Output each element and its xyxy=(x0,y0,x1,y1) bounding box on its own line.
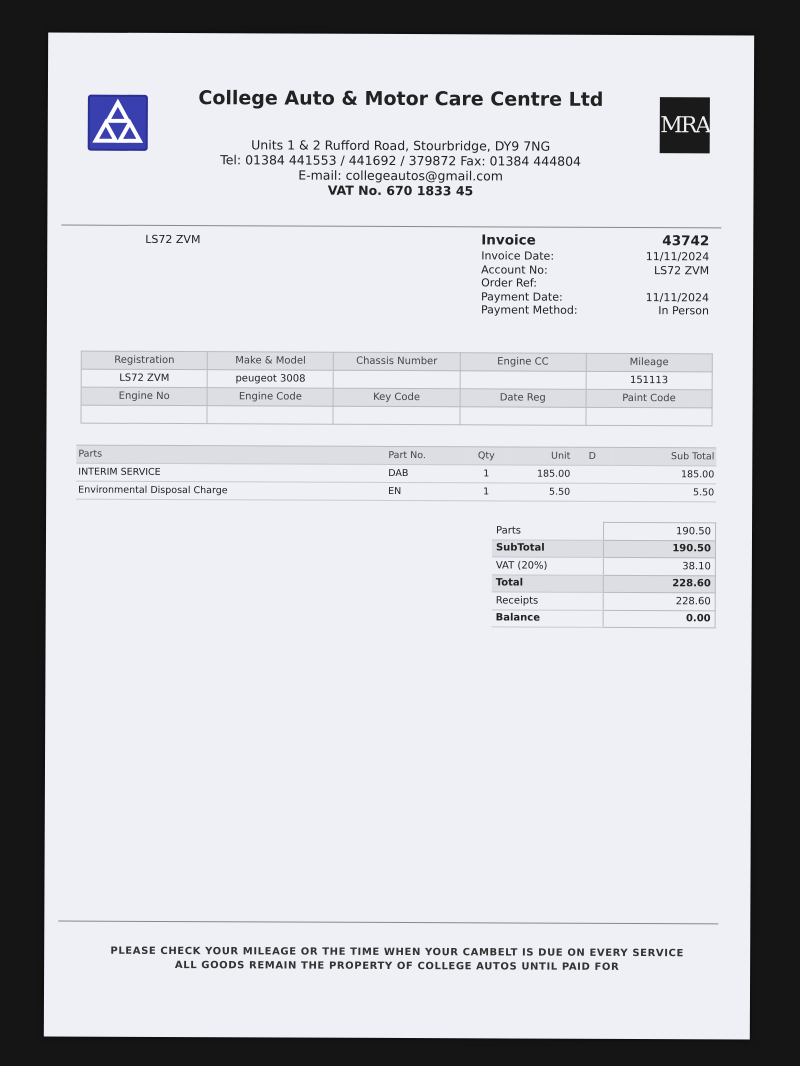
footer-notice-mileage: PLEASE CHECK YOUR MILEAGE OR THE TIME WHEN YOUR CAMBELT IS DUE ON EVERY SERVICE xyxy=(110,945,684,960)
part-number: DAB xyxy=(386,464,466,482)
vehicle-label: Engine No xyxy=(81,387,207,406)
totals-label: SubTotal xyxy=(492,539,604,557)
vehicle-value: peugeot 3008 xyxy=(207,370,333,389)
part-description: Environmental Disposal Charge xyxy=(76,481,386,500)
detail-value: 11/11/2024 xyxy=(645,250,710,264)
totals-label: Parts xyxy=(492,522,604,540)
vehicle-label: Mileage xyxy=(586,353,712,372)
part-subtotal: 5.50 xyxy=(612,483,716,501)
detail-label: Account No: xyxy=(481,262,548,277)
invoice-number: 43742 xyxy=(662,233,710,250)
totals-value: 190.50 xyxy=(603,522,715,540)
mra-logo: MRA xyxy=(660,97,710,153)
part-unit: 5.50 xyxy=(506,483,572,501)
part-description: INTERIM SERVICE xyxy=(76,463,386,482)
header-divider xyxy=(61,225,721,229)
vehicle-value: LS72 ZVM xyxy=(81,369,207,388)
totals-value: 190.50 xyxy=(603,540,715,558)
footer-divider xyxy=(58,921,718,925)
detail-value: In Person xyxy=(658,304,710,318)
parts-header: Sub Total xyxy=(612,447,716,465)
vehicle-label: Engine CC xyxy=(460,353,586,372)
totals-label: Total xyxy=(492,574,604,592)
totals-row-balance xyxy=(492,609,716,627)
vehicle-value xyxy=(333,406,459,425)
vehicle-value xyxy=(81,405,207,424)
detail-value: LS72 ZVM xyxy=(653,263,710,277)
vehicle-value xyxy=(460,407,586,426)
totals-row-total xyxy=(492,574,716,592)
part-unit: 185.00 xyxy=(506,465,572,483)
invoice-heading xyxy=(481,232,709,250)
part-discount xyxy=(572,483,612,501)
vehicle-label: Paint Code xyxy=(586,389,712,408)
company-address: Units 1 & 2 Rufford Road, Stourbridge, DY9 7NG xyxy=(251,137,551,154)
part-subtotal: 185.00 xyxy=(612,465,716,483)
vehicle-label: Engine Code xyxy=(207,388,333,407)
vehicle-label: Chassis Number xyxy=(334,352,460,371)
totals-table xyxy=(492,521,716,628)
footer-notice-property: ALL GOODS REMAIN THE PROPERTY OF COLLEGE AUTOS UNTIL PAID FOR xyxy=(174,960,620,973)
vehicle-label: Make & Model xyxy=(207,352,333,371)
totals-value: 228.60 xyxy=(603,575,715,593)
detail-label: Order Ref: xyxy=(481,276,537,290)
company-email: E-mail: collegeautos@gmail.com xyxy=(298,167,503,184)
parts-header: Part No. xyxy=(386,446,466,464)
invoice-title: Invoice xyxy=(481,232,536,249)
vehicle-label: Key Code xyxy=(333,388,459,407)
totals-label: VAT (20%) xyxy=(492,557,604,575)
invoice-paper xyxy=(44,32,754,1039)
company-vat: VAT No. 670 1833 45 xyxy=(327,182,474,199)
parts-header: Parts xyxy=(76,445,386,464)
totals-label: Balance xyxy=(492,609,604,627)
parts-table xyxy=(76,445,716,503)
totals-row-parts xyxy=(492,522,716,540)
part-number: EN xyxy=(386,482,466,500)
part-qty: 1 xyxy=(466,483,506,501)
totals-label: Receipts xyxy=(492,592,604,610)
detail-value: 11/11/2024 xyxy=(645,290,710,304)
vehicle-value: 151113 xyxy=(586,371,712,390)
detail-label: Payment Method: xyxy=(480,303,578,317)
vehicle-value xyxy=(586,407,712,426)
totals-value: 228.60 xyxy=(603,592,715,610)
vehicle-label: Date Reg xyxy=(460,389,586,408)
part-qty: 1 xyxy=(466,465,506,483)
invoice-date-row xyxy=(481,249,709,263)
vehicle-value-row xyxy=(81,405,712,426)
parts-header: Qty xyxy=(466,447,506,465)
invoice-details xyxy=(481,232,709,317)
account-no-row xyxy=(481,263,709,277)
totals-row-subtotal xyxy=(492,539,716,557)
totals-row-receipts xyxy=(492,592,716,610)
vehicle-value xyxy=(207,406,333,425)
company-phones: Tel: 01384 441553 / 441692 / 379872 Fax: 01384 444804 xyxy=(220,152,582,169)
customer-ref: LS72 ZVM xyxy=(145,232,201,247)
detail-label: Payment Date: xyxy=(481,289,563,304)
totals-row-vat xyxy=(492,557,716,575)
vehicle-table xyxy=(80,351,712,427)
vehicle-value xyxy=(334,370,460,389)
totals-value: 0.00 xyxy=(603,610,715,628)
payment-date-row xyxy=(481,290,709,304)
vehicle-value xyxy=(460,371,586,390)
vehicle-label: Registration xyxy=(81,351,207,370)
part-discount xyxy=(572,465,612,483)
totals-value: 38.10 xyxy=(603,557,715,575)
payment-method-row xyxy=(481,303,709,317)
company-name: College Auto & Motor Care Centre Ltd xyxy=(198,87,604,111)
parts-header: D xyxy=(572,447,612,465)
order-ref-row xyxy=(481,276,709,290)
detail-label: Invoice Date: xyxy=(481,249,555,263)
parts-header: Unit xyxy=(506,447,572,465)
table-row xyxy=(76,481,716,502)
